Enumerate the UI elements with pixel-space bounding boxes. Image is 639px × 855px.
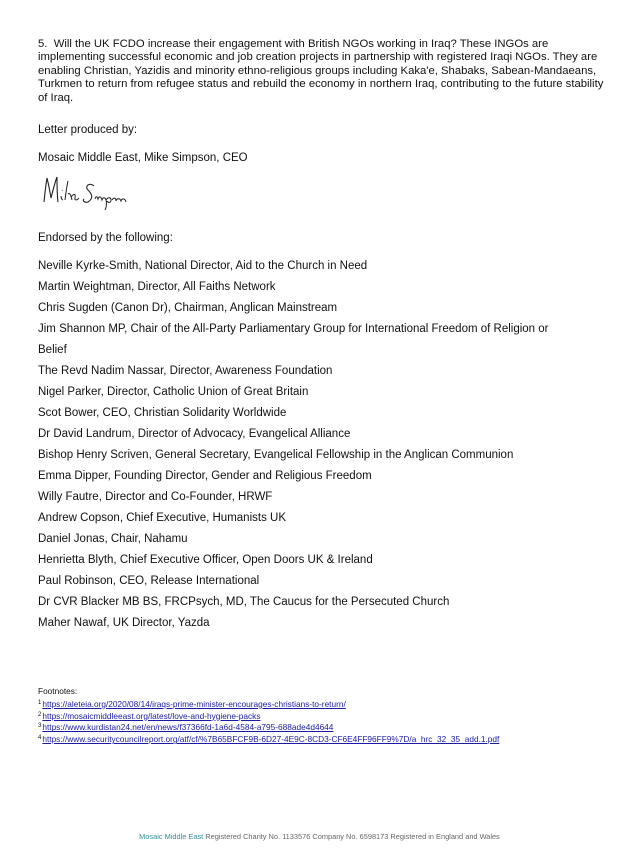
- footnote-link[interactable]: https://www.securitycouncilreport.org/atf/cf/%7B65BFCF9B-6D27-4E9C-8CD3-CF6E4FF96FF9%7D/a_hrc_32_35_add.1.pdf: [42, 734, 500, 745]
- question-text: Will the UK FCDO increase their engagement with British NGOs working in Iraq? These INGOs are implementing successful economic and job creation projects in partnership with registered Iraqi NGOs. They are enabling Christian, Yazidis and minority ethno-religious groups including Kaka'e, Shabaks, Sabean-Mandaeans, Turkmen to return from refugee status and rebuild the economy in northern Iraq, contributing to the future stability of Iraq.: [38, 38, 604, 104]
- list-item: Emma Dipper, Founding Director, Gender and Religious Freedom: [38, 470, 372, 482]
- footnote-number: 2: [38, 711, 42, 718]
- footnote-4: [38, 733, 608, 745]
- endorsed-by-label: Endorsed by the following:: [38, 232, 173, 244]
- producer-name: Mosaic Middle East, Mike Simpson, CEO: [38, 152, 248, 164]
- footnote-link[interactable]: https://aleteia.org/2020/08/14/iraqs-prime-minister-encourages-christians-to-return/: [42, 698, 346, 709]
- list-item: Bishop Henry Scriven, General Secretary, Evangelical Fellowship in the Anglican Communion: [38, 449, 514, 461]
- footnotes-title: Footnotes:: [38, 686, 78, 696]
- question-number: 5.: [38, 38, 48, 50]
- list-item: Nigel Parker, Director, Catholic Union of Great Britain: [38, 386, 309, 398]
- footnote-1: [38, 698, 608, 710]
- list-item: Martin Weightman, Director, All Faiths Network: [38, 281, 276, 293]
- endorsers-list: [38, 256, 608, 634]
- list-item: Dr CVR Blacker MB BS, FRCPsych, MD, The Caucus for the Persecuted Church: [38, 596, 450, 608]
- list-item: Paul Robinson, CEO, Release International: [38, 575, 260, 587]
- list-item: Neville Kyrke-Smith, National Director, Aid to the Church in Need: [38, 260, 368, 272]
- footnote-link[interactable]: https://mosaicmiddleeast.org/latest/love-and-hygiene-packs: [42, 710, 261, 721]
- list-item: Belief: [38, 344, 67, 356]
- list-item: Dr David Landrum, Director of Advocacy, Evangelical Alliance: [38, 428, 351, 440]
- footnote-3: [38, 721, 608, 733]
- letter-produced-by-label: Letter produced by:: [38, 124, 138, 136]
- list-item: Willy Fautre, Director and Co-Founder, HRWF: [38, 491, 273, 503]
- list-item: Jim Shannon MP, Chair of the All-Party Parliamentary Group for International Freedom of Religion or: [38, 323, 549, 335]
- handwritten-signature: [38, 172, 134, 212]
- list-item: The Revd Nadim Nassar, Director, Awareness Foundation: [38, 365, 333, 377]
- footnotes-section: [38, 686, 608, 745]
- footer-brand: Mosaic Middle East: [139, 832, 204, 841]
- question-5-paragraph: [38, 38, 604, 105]
- list-item: Chris Sugden (Canon Dr), Chairman, Anglican Mainstream: [38, 302, 338, 314]
- footnote-number: 3: [38, 723, 42, 730]
- footnote-2: [38, 710, 608, 722]
- list-item: Henrietta Blyth, Chief Executive Officer, Open Doors UK & Ireland: [38, 554, 373, 566]
- footnote-number: 1: [38, 699, 42, 706]
- list-item: Daniel Jonas, Chair, Nahamu: [38, 533, 188, 545]
- list-item: Andrew Copson, Chief Executive, Humanists UK: [38, 512, 286, 524]
- list-item: Maher Nawaf, UK Director, Yazda: [38, 617, 210, 629]
- footnote-link[interactable]: https://www.kurdistan24.net/en/news/f37366fd-1a6d-4584-a795-688ade4d4644: [42, 722, 334, 733]
- list-item: Scot Bower, CEO, Christian Solidarity Worldwide: [38, 407, 287, 419]
- page-footer: [0, 832, 639, 841]
- footer-registration: Registered Charity No. 1133576 Company No. 6598173 Registered in England and Wales: [205, 832, 500, 841]
- footnote-number: 4: [38, 735, 42, 742]
